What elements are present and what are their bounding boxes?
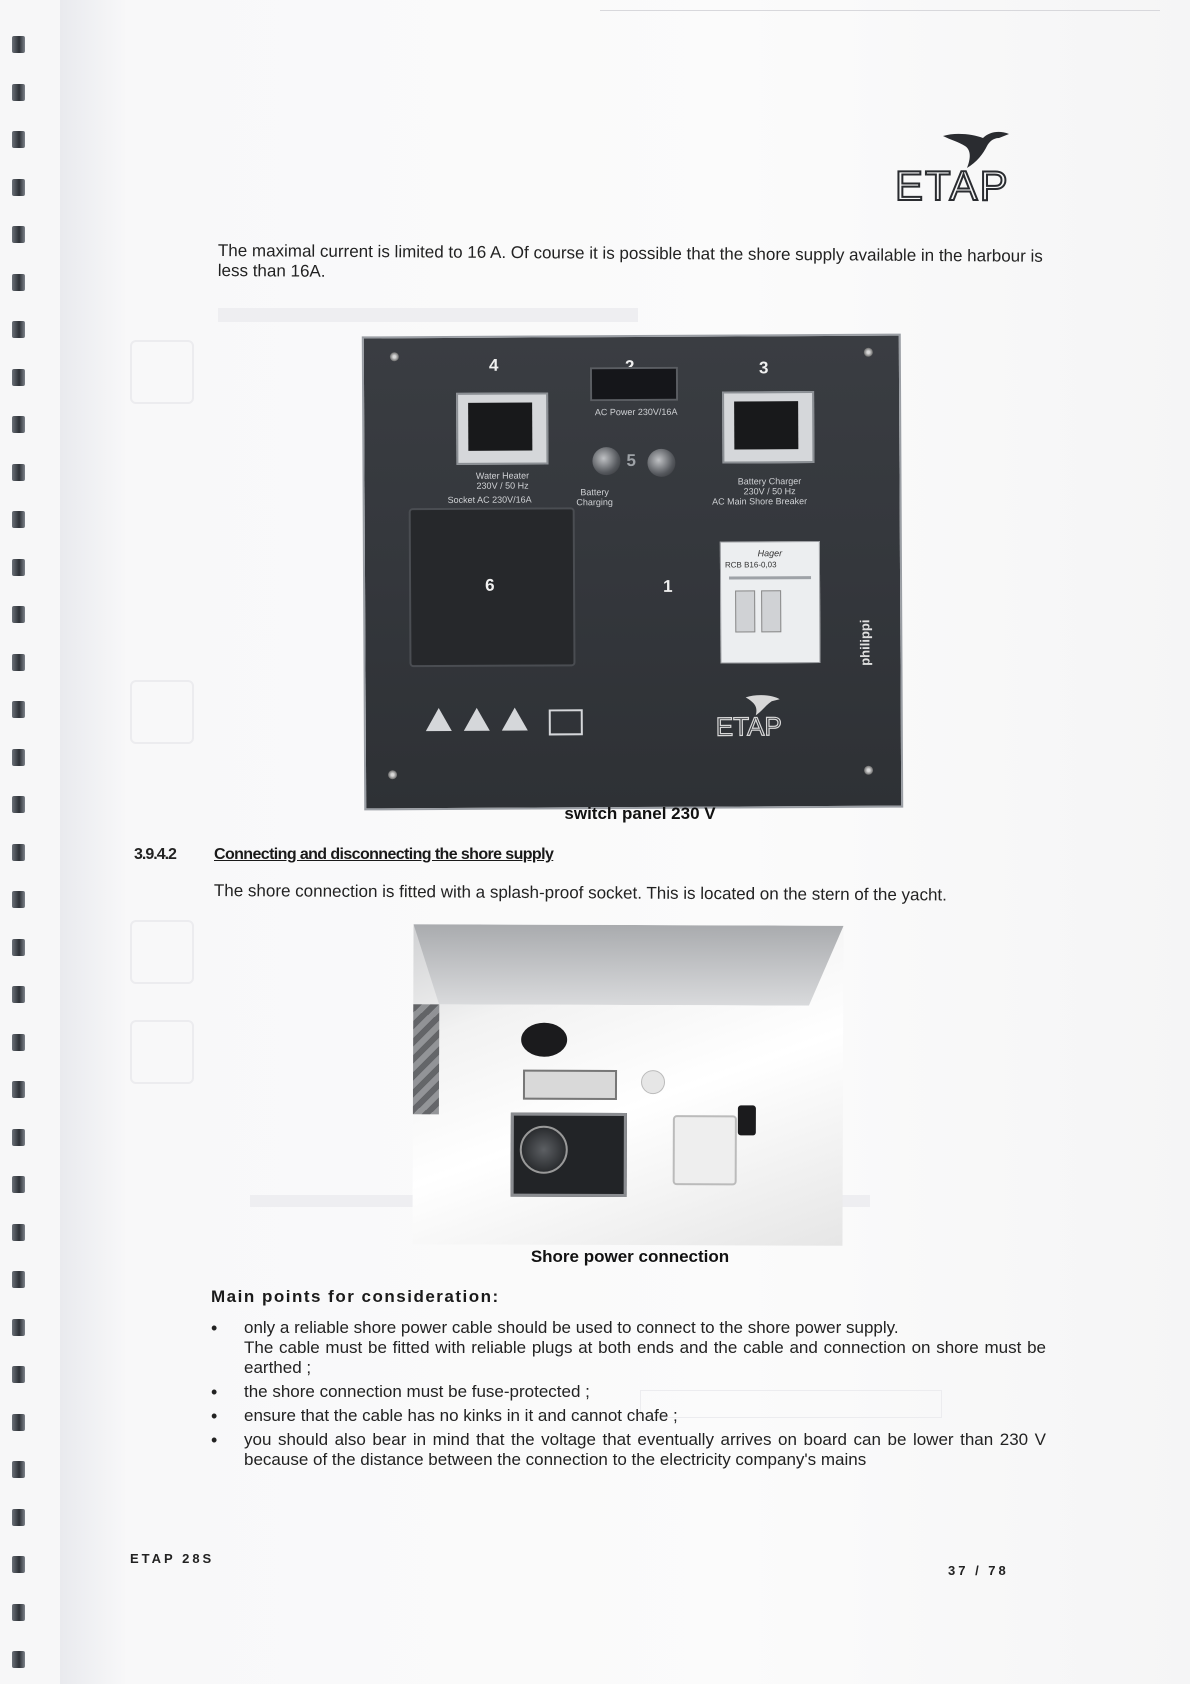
binding-ring [12,891,25,908]
list-item-text: ensure that the cable has no kinks in it and cannot chafe ; [244,1406,678,1425]
shore-power-inlet [673,1115,737,1185]
binding-ring [12,274,25,291]
battery-charger-label: Battery Charger 230V / 50 Hz [737,476,802,497]
binding-ring [12,939,25,956]
binding-ring [12,1414,25,1431]
binding-ring [12,986,25,1003]
binding-ring [12,511,25,528]
breaker-model: RCB B16-0,03 [724,560,777,570]
switch-panel-photo [362,334,903,811]
binding-ring [12,321,25,338]
vent-outlet [521,1023,567,1057]
bleed-through [218,308,638,322]
locker-lid [413,924,843,1006]
section-title: Connecting and disconnecting the shore supply [214,846,554,863]
binding-ring [12,1556,25,1573]
panel-logo-wordmark: ETAP [715,711,782,742]
ac-power-label: AC Power 230V/16A [594,406,678,418]
figure2-caption: Shore power connection [530,1247,730,1266]
water-heater-switch [456,392,548,464]
list-item [208,1382,1046,1402]
main-shore-breaker [720,541,821,664]
screw-icon [864,348,873,357]
panel-number: 1 [663,576,673,596]
bleed-through-icon [130,920,194,984]
warning-triangle-icon [502,708,528,731]
binding-ring [12,226,25,243]
binding-ring [12,559,25,576]
page-edge-line [600,10,1160,11]
water-heater-label: Water Heater 230V / 50 Hz [475,470,530,491]
binding-ring [12,796,25,813]
panel-number: 3 [758,358,769,378]
breaker-toggle [761,590,781,632]
bleed-through-icon [130,680,194,744]
indicator-led [647,449,675,477]
section-paragraph: The shore connection is fitted with a splash-proof socket. This is located on the stern of the yacht. [213,881,947,905]
gauge-panel [511,1113,627,1197]
intro-paragraph: The maximal current is limited to 16 A. Of course it is possible that the shore supply available in the harbour is less than 16A. [217,241,1043,281]
binding-ring [12,1604,25,1621]
binding-ring [12,844,25,861]
binding-ring [12,1366,25,1383]
bleed-through-icon [130,1020,194,1084]
binding-ring [12,84,25,101]
bleed-through-icon [130,340,194,404]
etap-panel-logo [716,691,816,742]
list-item [208,1318,1046,1378]
binding-ring [12,464,25,481]
ac-main-label: AC Main Shore Breaker [712,496,808,507]
panel-number: 5 [626,450,636,471]
control-knob [641,1070,665,1094]
id-plate [523,1070,617,1100]
breaker-detail [729,576,811,579]
footer-page-number: 37 / 78 [948,1563,1009,1578]
binding-ring [12,131,25,148]
list-item-text: The cable must be fitted with reliable plugs at both ends and the cable and connection on shore must be earthed ; [244,1338,1046,1377]
binding-ring [12,701,25,718]
list-item [208,1406,1046,1426]
binding-ring [12,369,25,386]
battery-charger-switch [722,391,814,463]
warning-triangle-icon [426,708,452,731]
battery-charging-label: Battery Charging [576,487,613,508]
binding-ring [12,1081,25,1098]
spiral-binding [0,0,30,1684]
logo-wordmark: ETAP [895,162,1010,208]
binding-ring [12,179,25,196]
binding-ring [12,1461,25,1478]
binding-ring [12,606,25,623]
binding-ring [12,36,25,53]
binding-ring [12,1319,25,1336]
screw-icon [864,766,873,775]
deck-grating [413,1004,439,1114]
etap-logo [895,128,1045,208]
binding-ring [12,1651,25,1668]
panel-number: 6 [485,575,495,595]
list-item-text: the shore connection must be fuse-protected ; [244,1382,590,1401]
list-item [208,1430,1046,1470]
considerations-list [208,1318,1046,1474]
binding-ring [12,1224,25,1241]
indicator-led [592,447,620,475]
breaker-brand: Hager [757,548,783,559]
panel-maker-label: philippi [857,619,873,666]
list-item-text: you should also bear in mind that the voltage that eventually arrives on board can be lower than 230 V because of the distance between the connection to the electricity company's mains [244,1430,1046,1469]
socket-label: Socket AC 230V/16A [447,494,532,505]
manual-book-icon [549,709,583,735]
figure1-caption: switch panel 230 V [564,804,716,823]
binding-ring [12,1129,25,1146]
binding-ring [12,1271,25,1288]
cable-plug [738,1105,756,1135]
binding-ring [12,654,25,671]
ac-power-indicator [590,367,678,401]
breaker-toggle [735,590,755,632]
footer-model: ETAP 28S [130,1551,215,1566]
considerations-heading: Main points for consideration: [211,1287,500,1306]
screw-icon [390,352,399,361]
section-number: 3.9.4.2 [134,846,176,863]
warning-triangle-icon [464,708,490,731]
binding-ring [12,1509,25,1526]
panel-number: 4 [488,355,499,375]
screw-icon [388,770,397,779]
binding-ring [12,1176,25,1193]
list-item-text: only a reliable shore power cable should be used to connect to the shore power supply. [244,1318,899,1337]
binding-ring [12,416,25,433]
binding-ring [12,749,25,766]
shore-connection-photo [412,924,843,1245]
binding-ring [12,1034,25,1051]
